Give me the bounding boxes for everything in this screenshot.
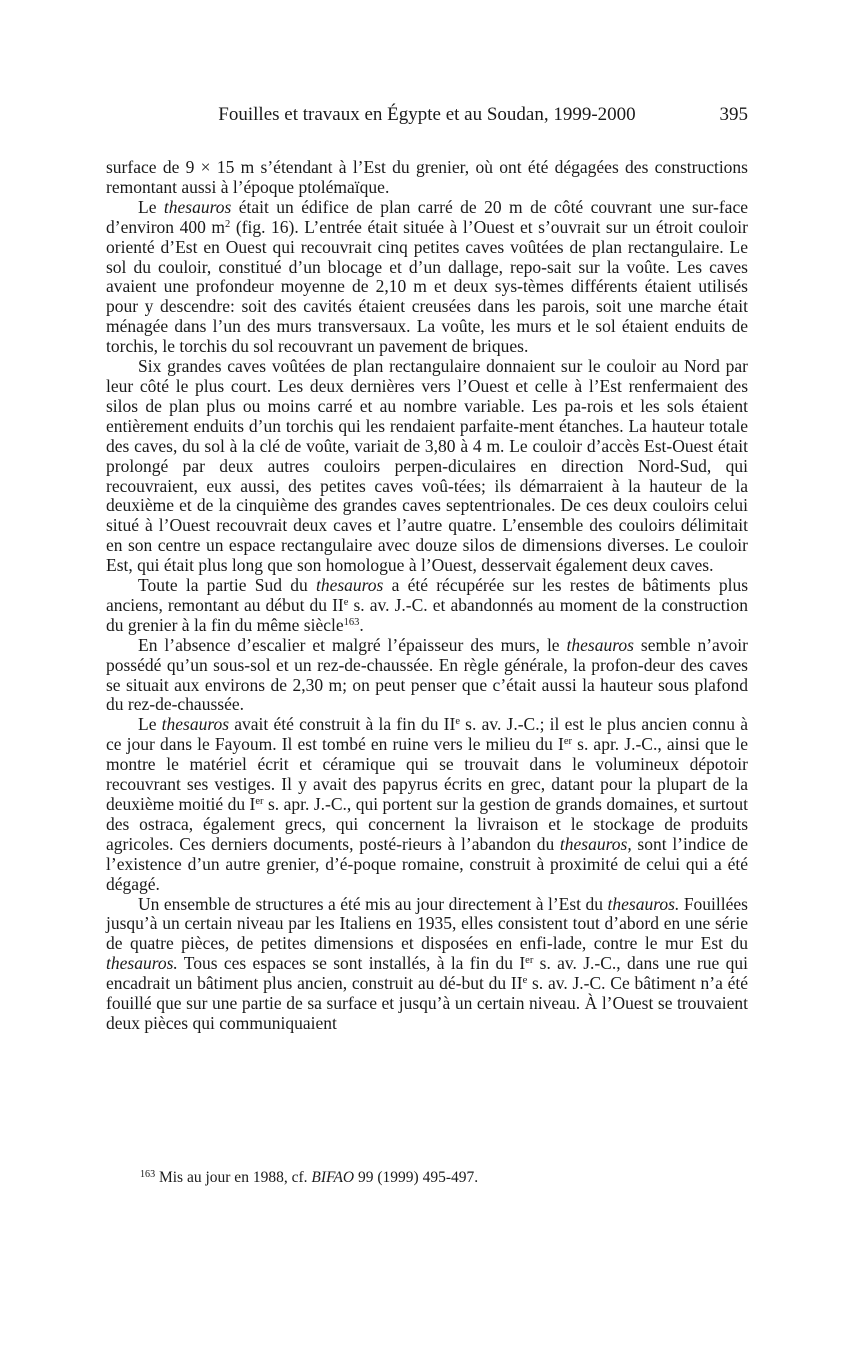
superscript: 2 <box>225 218 231 230</box>
text-run: En l’absence d’escalier et malgré l’épaisseur des murs, le <box>138 634 567 655</box>
paragraph-3 <box>106 357 748 576</box>
footnote-text: 99 (1999) 495-497. <box>354 1169 479 1186</box>
italic-term: thesauros <box>566 634 634 655</box>
italic-term: thesauros, <box>559 833 632 854</box>
text-run: avait été construit à la fin du II <box>229 714 456 735</box>
page-number: 395 <box>719 104 748 125</box>
text-run: Tous ces espaces se sont installés, à la fin du I <box>177 953 526 974</box>
journal-title: BIFAO <box>311 1169 355 1186</box>
text-run: Fouillées jusqu’à un certain niveau par les Italiens en 1935, elles consistent tout d’abord en une série de quatre pièces, de petites dimensions et disposées en enfi-lade, contre le mur Est du <box>106 893 748 954</box>
paragraph-2 <box>106 198 748 357</box>
text-run: Six grandes caves voûtées de plan rectangulaire donnaient sur le couloir au Nord par leur côté le plus court. Les deux dernières vers l’Ouest et celle à l’Est renfermaient des silos de plan plus ou moins carré et au nombre variable. Les pa-rois et les sols étaient entièrement enduits d’un torchis qui les rendaient parfaite-ment étanches. La hauteur totale des caves, du sol à la clé de voûte, variait de 3,80 à 4 m. Le couloir d’accès Est-Ouest était prolongé par deux autres couloirs perpen-diculaires en direction Nord-Sud, qui recouvraient, eux aussi, des petites caves voû-tées; ils démarraient à la hauteur de la deuxième et de la cinquième des grandes caves septentrionales. De ces deux couloirs celui situé à l’Ouest recouvrait deux caves et l’autre quatre. L’ensemble des couloirs délimitait en son centre un espace rectangulaire avec douze silos de dimensions diverses. Le couloir Est, qui était plus long que son homologue à l’Ouest, desservait également deux caves. <box>106 356 748 576</box>
text-run: s. av. J.-C. Ce bâtiment n’a été fouillé que sur une partie de sa surface et jusqu’à un certain niveau. À l’Ouest se trouvaient deux pièces qui communiquaient <box>106 973 748 1033</box>
text-run: a été récupérée sur les restes de bâtiments plus anciens, remontant au début du II <box>106 575 749 615</box>
text-run: s. apr. J.-C., ainsi que le montre le matériel écrit et céramique qui se trouvait dans le volumineux dépotoir recouvrant ses vestiges. Il y avait des papyrus écrits en grec, datant pour la plupart de la deuxième moitié du I <box>106 734 749 814</box>
paragraph-6 <box>106 715 748 894</box>
text-run: Toute la partie Sud du <box>138 575 316 596</box>
paragraph-4 <box>106 576 748 636</box>
footnote-text: Mis au jour en 1988, cf. <box>155 1169 312 1186</box>
italic-term: thesauros <box>163 196 232 217</box>
superscript: er <box>255 796 264 808</box>
superscript: e <box>343 597 349 609</box>
text-run: . <box>359 614 364 635</box>
text-run: Le <box>138 714 162 735</box>
italic-term: thesauros. <box>106 953 178 974</box>
running-title: Fouilles et travaux en Égypte et au Soudan, 1999-2000 <box>218 104 636 125</box>
text-run: surface de 9 × 15 m s’étendant à l’Est du grenier, où ont été dégagées des constructions remontant aussi à l’époque ptolémaïque. <box>106 157 748 197</box>
footnote-reference: 163 <box>343 617 360 629</box>
superscript: er <box>563 736 573 748</box>
text-run: Le <box>138 196 164 217</box>
text-run: s. av. J.-C. et abandonnés au moment de la construction du grenier à la fin du même siècle <box>106 594 748 635</box>
italic-term: thesauros <box>315 575 384 596</box>
text-run: s. av. J.-C.; il est le plus ancien connu à ce jour dans le Fayoum. Il est tombé en ruine vers le milieu du I <box>106 714 748 755</box>
main-text <box>106 158 748 1034</box>
italic-term: thesauros <box>161 714 230 735</box>
superscript: e <box>455 716 460 728</box>
running-header <box>106 103 748 127</box>
text-run: semble n’avoir possédé qu’un sous-sol et un rez-de-chaussée. En règle générale, la profon-deur des caves se situait aux environs de 2,30 m; on peut penser que c’était aussi la hauteur sous plafond du rez-de-chaussée. <box>106 634 748 715</box>
superscript: er <box>525 955 534 967</box>
paragraph-7 <box>106 895 748 1034</box>
paragraph-5 <box>106 636 748 716</box>
superscript: e <box>522 975 528 987</box>
text-run: (fig. 16). L’entrée était située à l’Ouest et s’ouvrait sur un étroit couloir orienté d’Est en Ouest qui recouvrait cinq petites caves voûtées de plan rectangulaire. Le sol du couloir, constitué d’un blocage et d’un dallage, repo-sait sur la voûte. Les caves avaient une profondeur moyenne de 2,10 m et deux sys-tèmes différents étaient utilisés pour y descendre: soit des cavités étaient creusées dans les parois, soit une marche était ménagée dans l’un des murs transversaux. La voûte, les murs et le sol étaient enduits de torchis, le torchis du sol recouvrant un pavement de briques. <box>106 216 748 357</box>
paragraph-1 <box>106 158 748 198</box>
text-run: sont l’indice de l’existence d’un autre grenier, d’é-poque romaine, construit à proximité de celui qui a été dégagé. <box>106 833 749 894</box>
text-run: Un ensemble de structures a été mis au jour directement à l’Est du <box>138 893 608 914</box>
text-run: s. av. J.-C., dans une rue qui encadrait un bâtiment plus ancien, construit au dé-but du II <box>106 953 748 994</box>
footnote <box>140 1168 720 1188</box>
italic-term: thesauros. <box>607 893 680 914</box>
footnote-number: 163 <box>140 1168 156 1180</box>
text-run: était un édifice de plan carré de 20 m de côté couvrant une sur-face d’environ 400 m <box>106 196 748 237</box>
text-run: s. apr. J.-C., qui portent sur la gestion de grands domaines, et surtout des ostraca, également grecs, qui concernent la livraison et le stockage de produits agricoles. Ces derniers documents, posté-rieurs à l’abandon du <box>106 794 748 854</box>
